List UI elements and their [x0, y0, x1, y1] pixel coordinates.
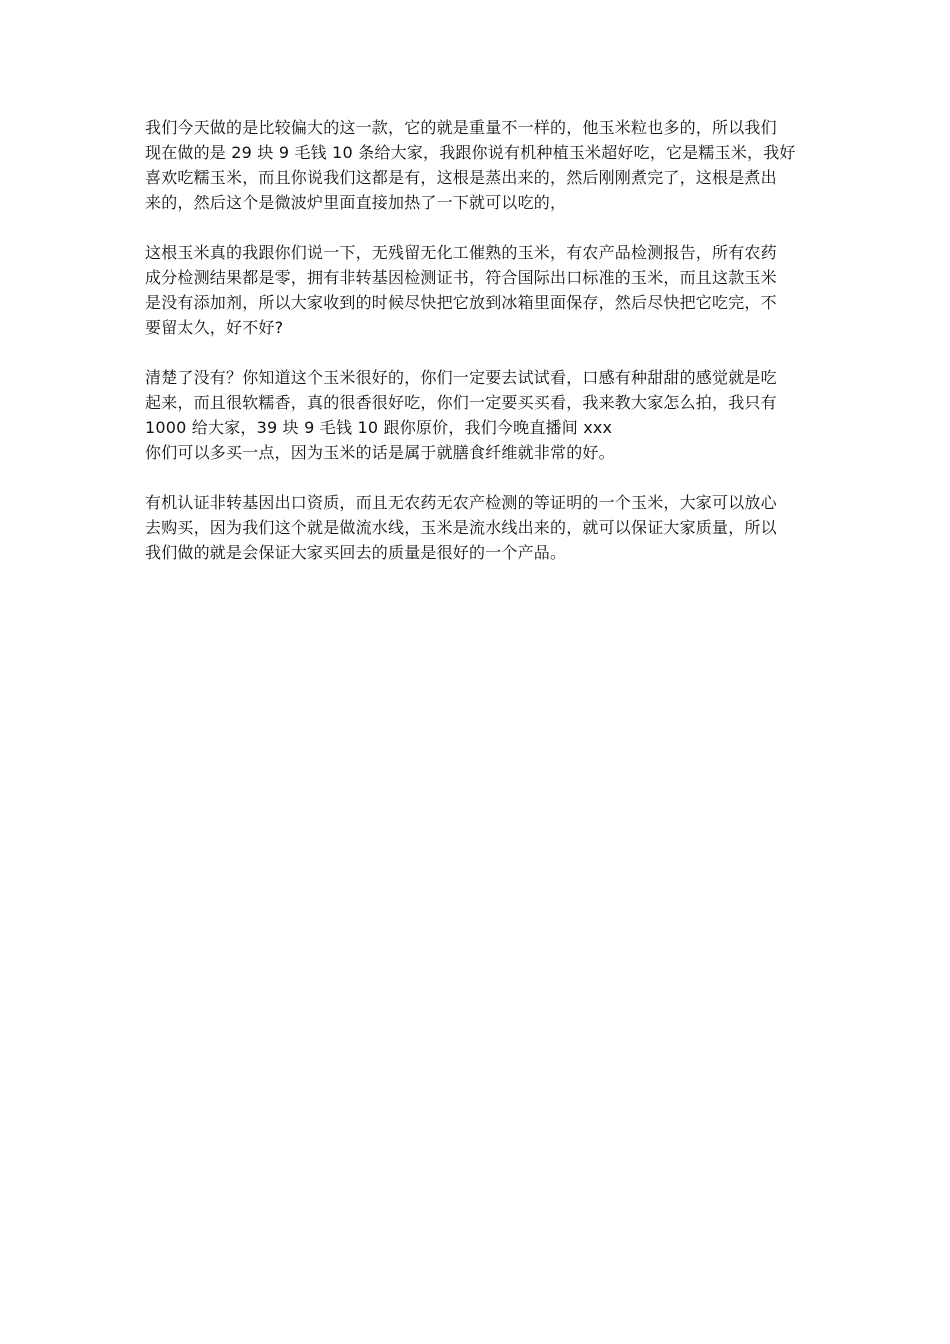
paragraph-line: 去购买，因为我们这个就是做流水线，玉米是流水线出来的，就可以保证大家质量，所以: [145, 518, 777, 537]
paragraph-line: 起来，而且很软糯香，真的很香很好吃，你们一定要买买看，我来教大家怎么拍，我只有: [145, 393, 777, 412]
paragraph-line: 你们可以多买一点，因为玉米的话是属于就膳食纤维就非常的好。: [145, 443, 615, 462]
paragraph-3: [145, 365, 807, 465]
paragraph-line: 有机认证非转基因出口资质，而且无农药无农产检测的等证明的一个玉米，大家可以放心: [145, 493, 777, 512]
paragraph-line: 是没有添加剂，所以大家收到的时候尽快把它放到冰箱里面保存，然后尽快把它吃完，不: [145, 293, 777, 312]
paragraph-line: 要留太久，好不好?: [145, 318, 284, 337]
paragraph-line: 来的，然后这个是微波炉里面直接加热了一下就可以吃的，: [145, 193, 567, 212]
paragraph-line: 现在做的是 29 块 9 毛钱 10 条给大家，我跟你说有机种植玉米超好吃，它是糯玉米，我好: [145, 143, 796, 162]
paragraph-1: [145, 115, 807, 215]
paragraph-line: 成分检测结果都是零，拥有非转基因检测证书，符合国际出口标准的玉米，而且这款玉米: [145, 268, 777, 287]
paragraph-2: [145, 240, 807, 340]
document-body: [145, 115, 807, 590]
paragraph-line: 我们做的就是会保证大家买回去的质量是很好的一个产品。: [145, 543, 567, 562]
paragraph-line: 1000 给大家，39 块 9 毛钱 10 跟你原价，我们今晚直播间 xxx: [145, 418, 613, 437]
paragraph-line: 喜欢吃糯玉米，而且你说我们这都是有，这根是蒸出来的，然后刚刚煮完了，这根是煮出: [145, 168, 777, 187]
paragraph-4: [145, 490, 807, 565]
paragraph-line: 我们今天做的是比较偏大的这一款，它的就是重量不一样的，他玉米粒也多的，所以我们: [145, 118, 777, 137]
paragraph-line: 这根玉米真的我跟你们说一下，无残留无化工催熟的玉米，有农产品检测报告，所有农药: [145, 243, 777, 262]
paragraph-line: 清楚了没有？你知道这个玉米很好的，你们一定要去试试看，口感有种甜甜的感觉就是吃: [145, 368, 777, 387]
